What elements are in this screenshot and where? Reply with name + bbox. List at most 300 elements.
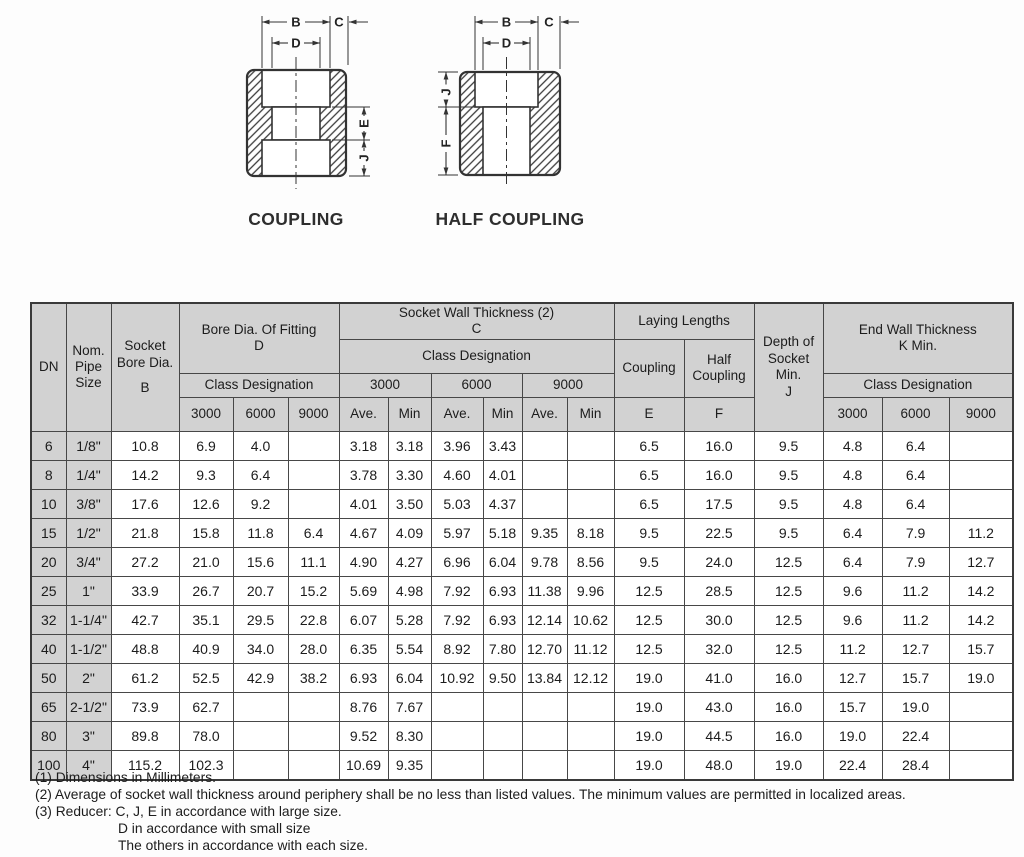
cell-nom_pipe_size: 1/8"	[66, 431, 111, 460]
cell-laying_e: 9.5	[614, 547, 684, 576]
cell-k_6000: 7.9	[882, 547, 949, 576]
cell-d_6000: 42.9	[233, 663, 288, 692]
cell-dn: 80	[31, 721, 66, 750]
dim-label-d: D	[291, 35, 301, 51]
cell-d_6000	[233, 721, 288, 750]
cell-c_3000_min: 9.35	[388, 750, 431, 780]
cell-k_9000: 15.7	[949, 634, 1013, 663]
table-row	[31, 431, 1013, 460]
cell-c_9000_min: 9.96	[567, 576, 614, 605]
cell-dn: 40	[31, 634, 66, 663]
arrow	[444, 100, 449, 108]
cell-dn: 65	[31, 692, 66, 721]
cell-k_9000	[949, 431, 1013, 460]
footnote-1: (1) Dimensions in Millimeters.	[35, 770, 216, 785]
arrow	[349, 20, 357, 25]
arrow	[272, 41, 280, 46]
cell-laying_e: 12.5	[614, 576, 684, 605]
cell-k_3000: 19.0	[823, 721, 882, 750]
cell-laying_e: 19.0	[614, 750, 684, 780]
cell-k_3000: 15.7	[823, 692, 882, 721]
arrow	[523, 41, 531, 46]
cell-c_6000_min: 9.50	[483, 663, 522, 692]
cell-c_9000_ave: 11.38	[522, 576, 567, 605]
cell-k_3000: 4.8	[823, 431, 882, 460]
cell-c_6000_ave: 3.96	[431, 431, 483, 460]
cell-c_6000_ave	[431, 721, 483, 750]
arrow	[262, 20, 270, 25]
cell-d_6000: 11.8	[233, 518, 288, 547]
cell-k_9000: 19.0	[949, 663, 1013, 692]
cell-c_6000_min	[483, 692, 522, 721]
table-row	[31, 576, 1013, 605]
cell-d_3000: 6.9	[179, 431, 233, 460]
cell-laying_f: 16.0	[684, 431, 754, 460]
cell-k_3000: 22.4	[823, 750, 882, 780]
footnotes	[35, 769, 906, 854]
cell-k_9000	[949, 692, 1013, 721]
cell-depth_j: 12.5	[754, 576, 823, 605]
cell-c_9000_ave: 13.84	[522, 663, 567, 692]
cell-c_3000_min: 3.30	[388, 460, 431, 489]
col-header-socket-bore	[111, 303, 179, 431]
coupling-symbol-e: E	[614, 397, 684, 431]
cell-d_3000: 9.3	[179, 460, 233, 489]
col-group-socket-wall-text: Socket Wall Thickness (2)	[398, 304, 555, 320]
cell-k_6000: 12.7	[882, 634, 949, 663]
cell-nom_pipe_size: 4"	[66, 750, 111, 780]
cell-c_6000_min: 4.01	[483, 460, 522, 489]
c-6000-ave: Ave.	[431, 397, 483, 431]
cell-c_9000_min: 12.12	[567, 663, 614, 692]
col-group-end-wall-text: End Wall Thickness	[858, 321, 977, 337]
cell-d_3000: 35.1	[179, 605, 233, 634]
col-header-socket-bore-symbol: B	[140, 379, 150, 395]
arrow	[475, 20, 483, 25]
cell-k_9000: 14.2	[949, 605, 1013, 634]
cell-d_9000: 28.0	[288, 634, 339, 663]
cell-c_6000_min: 4.37	[483, 489, 522, 518]
col-group-laying-lengths: Laying Lengths	[614, 303, 754, 339]
cell-d_3000: 52.5	[179, 663, 233, 692]
cell-c_6000_min: 6.93	[483, 605, 522, 634]
arrow	[444, 72, 449, 80]
arrow	[444, 168, 449, 176]
bore-dia-class-6000: 6000	[233, 397, 288, 431]
cell-depth_j: 12.5	[754, 547, 823, 576]
cell-c_6000_ave: 4.60	[431, 460, 483, 489]
cell-d_3000: 26.7	[179, 576, 233, 605]
arrow	[531, 20, 539, 25]
cell-k_3000: 9.6	[823, 576, 882, 605]
cell-c_3000_ave: 5.69	[339, 576, 388, 605]
cell-d_9000	[288, 460, 339, 489]
cell-k_6000: 22.4	[882, 721, 949, 750]
cell-socket_bore_b: 14.2	[111, 460, 179, 489]
cell-dn: 8	[31, 460, 66, 489]
cell-c_9000_ave: 9.35	[522, 518, 567, 547]
cell-dn: 100	[31, 750, 66, 780]
table-body	[31, 431, 1013, 780]
cell-depth_j: 12.5	[754, 605, 823, 634]
col-header-half-coupling: Half Coupling	[684, 339, 754, 397]
arrow	[444, 107, 449, 115]
dim-label-d: D	[501, 35, 512, 51]
col-header-depth-socket	[754, 303, 823, 431]
cell-c_6000_ave: 10.92	[431, 663, 483, 692]
table-row	[31, 605, 1013, 634]
cell-c_3000_ave: 4.01	[339, 489, 388, 518]
table-row	[31, 634, 1013, 663]
cell-d_3000: 62.7	[179, 692, 233, 721]
cell-socket_bore_b: 17.6	[111, 489, 179, 518]
dim-label-c: C	[544, 14, 554, 30]
cell-k_9000	[949, 489, 1013, 518]
cell-depth_j: 16.0	[754, 721, 823, 750]
cell-k_6000: 15.7	[882, 663, 949, 692]
cell-c_9000_ave: 9.78	[522, 547, 567, 576]
cell-c_6000_min: 5.18	[483, 518, 522, 547]
cell-c_6000_ave: 5.03	[431, 489, 483, 518]
cell-d_6000: 34.0	[233, 634, 288, 663]
c-3000-min: Min	[388, 397, 431, 431]
dim-label-e: E	[356, 119, 372, 128]
cell-socket_bore_b: 89.8	[111, 721, 179, 750]
cell-k_6000: 6.4	[882, 460, 949, 489]
cell-k_9000: 12.7	[949, 547, 1013, 576]
cell-c_6000_ave	[431, 692, 483, 721]
cell-k_6000: 19.0	[882, 692, 949, 721]
dim-label-b: B	[291, 14, 301, 30]
cell-nom_pipe_size: 3/4"	[66, 547, 111, 576]
table-row	[31, 663, 1013, 692]
socket-wall-class-9000: 9000	[522, 373, 614, 397]
table-row	[31, 518, 1013, 547]
cell-c_9000_min	[567, 721, 614, 750]
coupling-label: COUPLING	[248, 209, 344, 229]
cell-k_6000: 6.4	[882, 489, 949, 518]
col-group-socket-wall	[339, 303, 614, 339]
cell-laying_e: 19.0	[614, 692, 684, 721]
cell-socket_bore_b: 33.9	[111, 576, 179, 605]
cell-c_3000_ave: 6.93	[339, 663, 388, 692]
cell-c_9000_min	[567, 460, 614, 489]
cell-k_9000	[949, 721, 1013, 750]
cell-dn: 25	[31, 576, 66, 605]
cell-depth_j: 19.0	[754, 750, 823, 780]
cell-c_6000_ave: 7.92	[431, 576, 483, 605]
cell-k_9000: 11.2	[949, 518, 1013, 547]
cell-d_6000: 29.5	[233, 605, 288, 634]
cell-k_6000: 28.4	[882, 750, 949, 780]
col-group-bore-dia-symbol: D	[254, 338, 264, 354]
cell-nom_pipe_size: 2"	[66, 663, 111, 692]
col-header-dn: DN	[31, 303, 66, 431]
cell-d_3000: 15.8	[179, 518, 233, 547]
c-9000-min: Min	[567, 397, 614, 431]
col-group-bore-dia	[179, 303, 339, 373]
cell-c_6000_ave: 7.92	[431, 605, 483, 634]
arrow	[362, 133, 367, 141]
cell-laying_f: 44.5	[684, 721, 754, 750]
cell-d_3000: 12.6	[179, 489, 233, 518]
cell-depth_j: 9.5	[754, 460, 823, 489]
cell-k_3000: 4.8	[823, 460, 882, 489]
cell-d_6000	[233, 692, 288, 721]
socket-wall-class-designation: Class Designation	[339, 339, 614, 373]
cell-c_6000_min: 6.93	[483, 576, 522, 605]
cell-c_9000_min	[567, 692, 614, 721]
dim-label-j: J	[356, 154, 372, 162]
cell-c_9000_min: 10.62	[567, 605, 614, 634]
cell-nom_pipe_size: 1"	[66, 576, 111, 605]
cell-nom_pipe_size: 1-1/4"	[66, 605, 111, 634]
cell-k_6000: 7.9	[882, 518, 949, 547]
table-header	[31, 303, 1013, 431]
table-row	[31, 489, 1013, 518]
cell-c_3000_min: 3.50	[388, 489, 431, 518]
cell-laying_f: 41.0	[684, 663, 754, 692]
cell-k_6000: 11.2	[882, 605, 949, 634]
cell-d_6000: 20.7	[233, 576, 288, 605]
cell-laying_e: 9.5	[614, 518, 684, 547]
cell-k_3000: 12.7	[823, 663, 882, 692]
cell-d_6000: 4.0	[233, 431, 288, 460]
cell-k_9000	[949, 460, 1013, 489]
cell-laying_e: 19.0	[614, 721, 684, 750]
cell-c_3000_min: 3.18	[388, 431, 431, 460]
cell-c_9000_min: 8.56	[567, 547, 614, 576]
cell-laying_f: 16.0	[684, 460, 754, 489]
cell-c_9000_min: 11.12	[567, 634, 614, 663]
cell-socket_bore_b: 61.2	[111, 663, 179, 692]
cell-socket_bore_b: 115.2	[111, 750, 179, 780]
arrow	[561, 20, 569, 25]
cell-c_3000_min: 4.27	[388, 547, 431, 576]
cell-c_3000_min: 4.98	[388, 576, 431, 605]
cell-dn: 32	[31, 605, 66, 634]
cell-k_6000: 6.4	[882, 431, 949, 460]
bore-dia-class-3000: 3000	[179, 397, 233, 431]
c-9000-ave: Ave.	[522, 397, 567, 431]
col-header-pipe-size: Nom. Pipe Size	[66, 303, 111, 431]
cell-c_9000_ave	[522, 431, 567, 460]
half-coupling-symbol-f: F	[684, 397, 754, 431]
cell-c_3000_ave: 6.07	[339, 605, 388, 634]
cell-d_9000	[288, 721, 339, 750]
cell-laying_e: 6.5	[614, 460, 684, 489]
cell-c_3000_ave: 8.76	[339, 692, 388, 721]
cell-k_9000: 14.2	[949, 576, 1013, 605]
cell-c_3000_ave: 6.35	[339, 634, 388, 663]
cell-d_6000: 9.2	[233, 489, 288, 518]
cell-nom_pipe_size: 2-1/2"	[66, 692, 111, 721]
cell-laying_e: 19.0	[614, 663, 684, 692]
col-group-bore-dia-text: Bore Dia. Of Fitting	[201, 321, 317, 337]
cell-k_3000: 6.4	[823, 547, 882, 576]
footnote-3-cont-1: D in accordance with small size	[118, 821, 311, 836]
end-wall-class-9000: 9000	[949, 397, 1013, 431]
cell-c_3000_ave: 3.18	[339, 431, 388, 460]
col-header-depth-socket-symbol: J	[785, 383, 792, 399]
cell-laying_f: 28.5	[684, 576, 754, 605]
cell-laying_f: 32.0	[684, 634, 754, 663]
cell-d_6000: 15.6	[233, 547, 288, 576]
half-coupling-through-bore	[483, 107, 530, 175]
cell-c_3000_ave: 3.78	[339, 460, 388, 489]
cell-laying_e: 6.5	[614, 431, 684, 460]
half-coupling-label: HALF COUPLING	[435, 209, 585, 229]
cell-c_9000_min: 8.18	[567, 518, 614, 547]
cell-k_3000: 4.8	[823, 489, 882, 518]
footnote-3-cont-2: The others in accordance with each size.	[118, 838, 369, 853]
arrow	[362, 169, 367, 177]
cell-depth_j: 9.5	[754, 518, 823, 547]
cell-dn: 6	[31, 431, 66, 460]
cell-socket_bore_b: 73.9	[111, 692, 179, 721]
col-group-end-wall	[823, 303, 1013, 373]
socket-wall-class-6000: 6000	[431, 373, 522, 397]
table-row	[31, 692, 1013, 721]
cell-c_6000_ave: 6.96	[431, 547, 483, 576]
cell-dn: 10	[31, 489, 66, 518]
cell-d_3000: 102.3	[179, 750, 233, 780]
dim-label-c: C	[334, 14, 344, 30]
cell-laying_e: 12.5	[614, 634, 684, 663]
cell-socket_bore_b: 48.8	[111, 634, 179, 663]
cell-socket_bore_b: 10.8	[111, 431, 179, 460]
dimensions-table	[30, 302, 1014, 781]
cell-socket_bore_b: 27.2	[111, 547, 179, 576]
cell-dn: 20	[31, 547, 66, 576]
cell-d_9000: 22.8	[288, 605, 339, 634]
cell-c_9000_ave: 12.14	[522, 605, 567, 634]
cell-d_9000: 38.2	[288, 663, 339, 692]
cell-laying_f: 22.5	[684, 518, 754, 547]
cell-nom_pipe_size: 1/4"	[66, 460, 111, 489]
arrow	[313, 41, 321, 46]
socket-wall-class-3000: 3000	[339, 373, 431, 397]
cell-c_3000_min: 4.09	[388, 518, 431, 547]
dim-label-j: J	[438, 88, 454, 96]
cell-laying_f: 48.0	[684, 750, 754, 780]
cell-c_3000_ave: 10.69	[339, 750, 388, 780]
cell-c_9000_min	[567, 431, 614, 460]
cell-nom_pipe_size: 3"	[66, 721, 111, 750]
cell-depth_j: 16.0	[754, 663, 823, 692]
cell-d_9000: 11.1	[288, 547, 339, 576]
cell-c_3000_ave: 4.90	[339, 547, 388, 576]
cell-nom_pipe_size: 1/2"	[66, 518, 111, 547]
cell-k_9000	[949, 750, 1013, 780]
bore-dia-class-designation: Class Designation	[179, 373, 339, 397]
c-3000-ave: Ave.	[339, 397, 388, 431]
cell-c_9000_min	[567, 489, 614, 518]
cell-laying_e: 6.5	[614, 489, 684, 518]
arrow	[483, 41, 491, 46]
cell-c_3000_ave: 9.52	[339, 721, 388, 750]
cell-c_6000_min: 3.43	[483, 431, 522, 460]
table-row	[31, 547, 1013, 576]
cell-depth_j: 12.5	[754, 634, 823, 663]
cell-d_9000: 15.2	[288, 576, 339, 605]
cell-c_3000_min: 5.54	[388, 634, 431, 663]
cell-depth_j: 9.5	[754, 431, 823, 460]
arrow	[362, 140, 367, 148]
bore-dia-class-9000: 9000	[288, 397, 339, 431]
cell-c_3000_min: 8.30	[388, 721, 431, 750]
cell-socket_bore_b: 21.8	[111, 518, 179, 547]
cell-k_3000: 11.2	[823, 634, 882, 663]
arrow	[362, 107, 367, 115]
cell-c_6000_min	[483, 721, 522, 750]
half-coupling-diagram	[402, 5, 622, 205]
cell-nom_pipe_size: 3/8"	[66, 489, 111, 518]
cell-c_3000_min: 6.04	[388, 663, 431, 692]
cell-c_6000_min: 7.80	[483, 634, 522, 663]
end-wall-class-designation: Class Designation	[823, 373, 1013, 397]
footnote-2: (2) Average of socket wall thickness around periphery shall be no less than listed values. The minimum values are permitted in localized areas.	[35, 787, 906, 802]
cell-nom_pipe_size: 1-1/2"	[66, 634, 111, 663]
cell-laying_e: 12.5	[614, 605, 684, 634]
diagram-area	[0, 0, 1024, 300]
cell-d_3000: 78.0	[179, 721, 233, 750]
cell-dn: 50	[31, 663, 66, 692]
end-wall-class-3000: 3000	[823, 397, 882, 431]
cell-d_3000: 40.9	[179, 634, 233, 663]
dim-label-f: F	[438, 139, 454, 148]
c-6000-min: Min	[483, 397, 522, 431]
cell-c_3000_min: 5.28	[388, 605, 431, 634]
cell-dn: 15	[31, 518, 66, 547]
cell-d_3000: 21.0	[179, 547, 233, 576]
cell-laying_f: 17.5	[684, 489, 754, 518]
cell-k_3000: 6.4	[823, 518, 882, 547]
cell-socket_bore_b: 42.7	[111, 605, 179, 634]
end-wall-class-6000: 6000	[882, 397, 949, 431]
cell-c_9000_ave: 12.70	[522, 634, 567, 663]
cell-depth_j: 16.0	[754, 692, 823, 721]
col-group-socket-wall-symbol: C	[471, 321, 482, 337]
dim-label-b: B	[501, 14, 512, 30]
table-row	[31, 460, 1013, 489]
cell-d_9000	[288, 489, 339, 518]
cell-laying_f: 30.0	[684, 605, 754, 634]
cell-c_9000_ave	[522, 460, 567, 489]
cell-c_9000_ave	[522, 721, 567, 750]
cell-depth_j: 9.5	[754, 489, 823, 518]
cell-laying_f: 43.0	[684, 692, 754, 721]
cell-c_6000_ave: 8.92	[431, 634, 483, 663]
cell-c_9000_ave	[522, 692, 567, 721]
cell-c_3000_ave: 4.67	[339, 518, 388, 547]
col-header-coupling: Coupling	[614, 339, 684, 397]
col-group-end-wall-symbol: K Min.	[898, 338, 937, 354]
arrow	[323, 20, 331, 25]
table-row	[31, 721, 1013, 750]
cell-c_6000_min: 6.04	[483, 547, 522, 576]
cell-d_6000: 6.4	[233, 460, 288, 489]
cell-laying_f: 24.0	[684, 547, 754, 576]
cell-k_6000: 11.2	[882, 576, 949, 605]
footnote-3: (3) Reducer: C, J, E in accordance with large size.	[35, 804, 342, 819]
cell-c_9000_ave	[522, 489, 567, 518]
cell-c_6000_ave: 5.97	[431, 518, 483, 547]
cell-d_9000: 6.4	[288, 518, 339, 547]
col-header-socket-bore-text: Socket Bore Dia.	[116, 338, 174, 370]
col-header-depth-socket-text: Depth of Socket Min.	[763, 334, 815, 383]
cell-c_3000_min: 7.67	[388, 692, 431, 721]
